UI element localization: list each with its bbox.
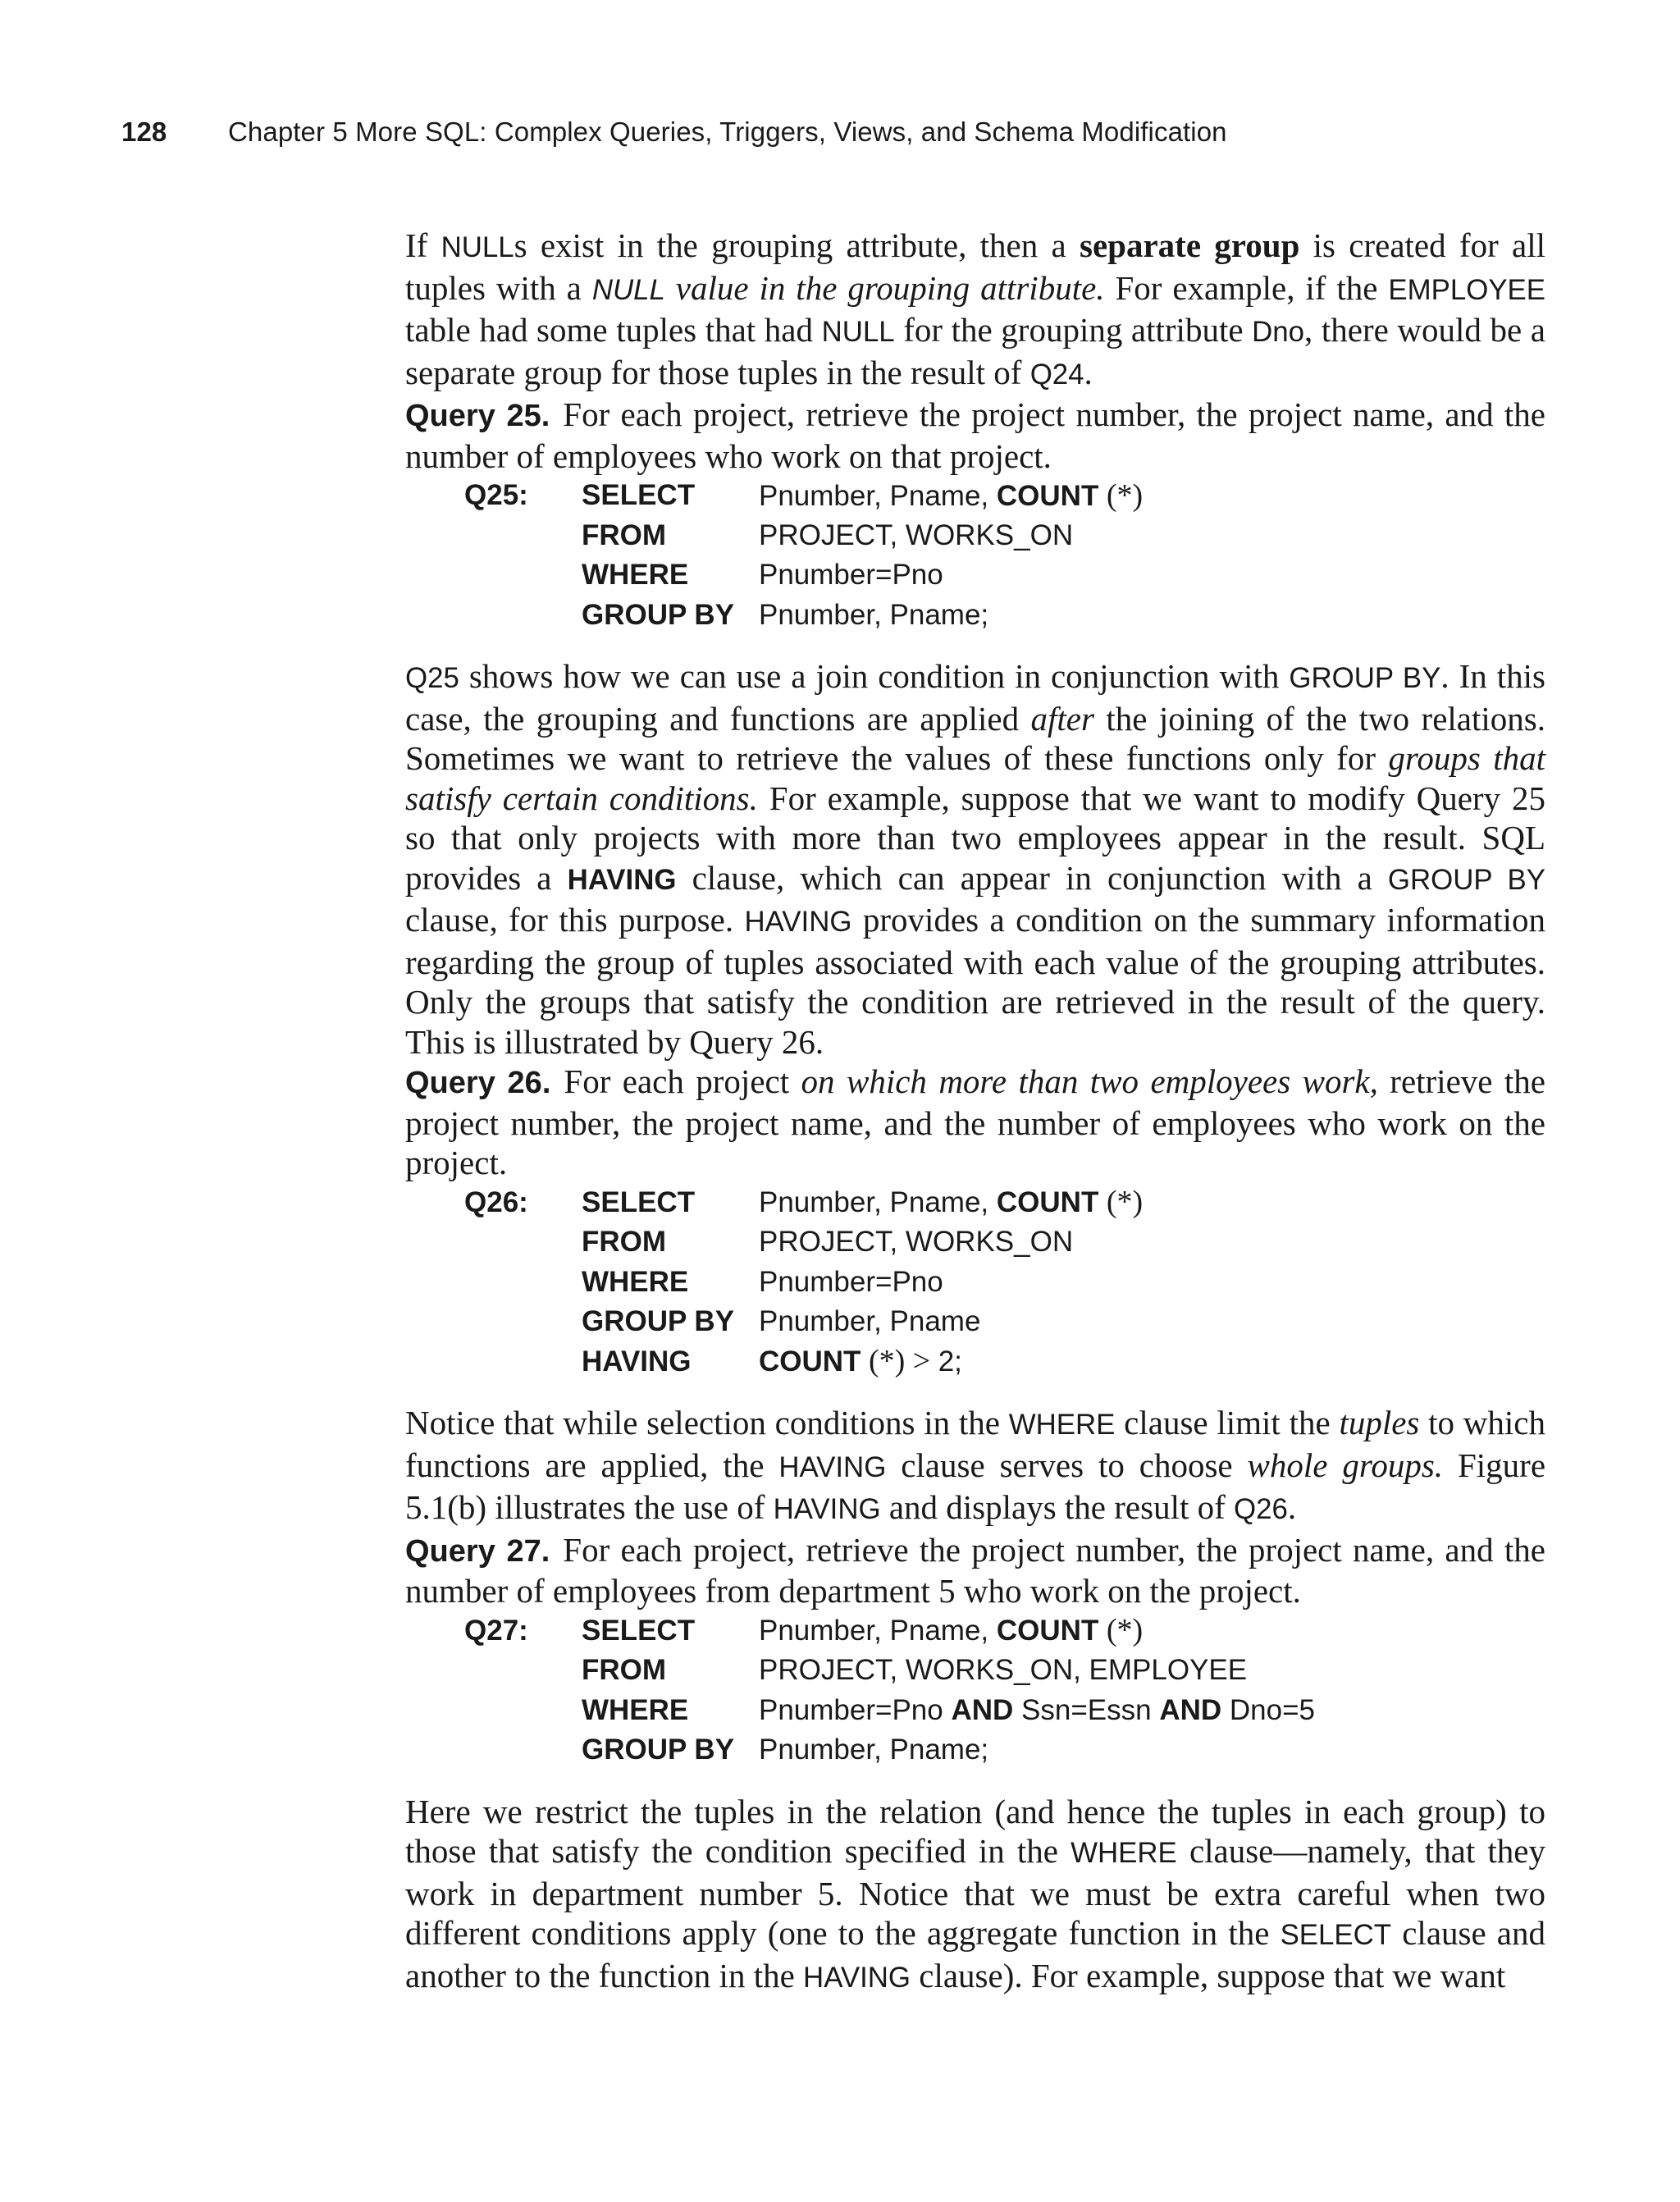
sql-block-q26 [464, 1183, 1545, 1382]
bold-term: separate group [1080, 226, 1300, 264]
sql-row: WHERE Pnumber=Pno AND Ssn=Essn AND Dno=5 [582, 1693, 1315, 1726]
sql-row: WHERE Pnumber=Pno [582, 559, 943, 591]
sql-row: FROM PROJECT, WORKS_ON [582, 1226, 1074, 1258]
page-number: 128 [121, 116, 167, 147]
sql-row: WHERE Pnumber=Pno [582, 1265, 943, 1298]
query-25-statement: Query 25. For each project, retrieve the project number, the project name, and the number of employees who work on that project. [405, 395, 1546, 475]
query-27-statement: Query 27. For each project, retrieve the project number, the project name, and the number of employees from department 5 who work on the project. [405, 1530, 1546, 1610]
running-header [121, 116, 1227, 148]
sql-row: GROUP BY Pnumber, Pname; [582, 1734, 989, 1766]
sql-row: Q27: SELECT Pnumber, Pname, COUNT (*) [464, 1613, 1144, 1647]
query-label: Query 26. [405, 1066, 551, 1100]
sql-block-q27 [464, 1611, 1545, 1770]
sql-row: Q25: SELECT Pnumber, Pname, COUNT (*) [464, 477, 1144, 513]
paragraph-where-vs-having: Notice that while selection conditions in the WHERE clause limit the tuples to which functions are applied, the HAVING clause serves to choose whole groups. Figure 5.1(b) illustrates the use of HAVING and displays the result of Q26. [405, 1404, 1546, 1526]
paragraph-null-groups: If NULLs exist in the grouping attribute, then a separate group is created for all tuples with a NULL value in the grouping attribute. For example, if the EMPLOYEE table had some tuples that had NULL for the grouping attribute Dno, there would be a separate group for those tuples in the result of Q24. [405, 226, 1546, 391]
page-body [405, 226, 1545, 1998]
sql-row: GROUP BY Pnumber, Pname; [582, 598, 989, 631]
sql-row: Q26: SELECT Pnumber, Pname, COUNT (*) [464, 1185, 1144, 1219]
query-label: Query 27. [405, 1533, 550, 1569]
query-label: Query 25. [405, 399, 550, 433]
running-title: Chapter 5 More SQL: Complex Queries, Triggers, Views, and Schema Modification [228, 116, 1227, 147]
paragraph-having-intro: Q25 shows how we can use a join condition in conjunction with GROUP BY. In this case, the grouping and functions are applied after the joining of the two relations. Sometimes we want to retrieve the values of these functions only for groups that satisfy certain conditions. For example, suppose that we want to modify Query 25 so that only projects with more than two employees appear in the result. SQL provides a HAVING clause, which can appear in conjunction with a GROUP BY clause, for this purpose. HAVING provides a condition on the summary information regarding the group of tuples associated with each value of the grouping attributes. Only the groups that satisfy the condition are retrieved in the result of the query. This is illustrated by Query 26. [405, 657, 1546, 1061]
sql-row: GROUP BY Pnumber, Pname [582, 1305, 981, 1337]
sql-row: HAVING COUNT (*) > 2; [582, 1344, 962, 1378]
sql-row: FROM PROJECT, WORKS_ON [582, 519, 1074, 551]
query-26-statement: Query 26. For each project on which more than two employees work, retrieve the project number, the project name, and the number of employees who work on the project. [405, 1062, 1545, 1181]
paragraph-restrict-tuples: Here we restrict the tuples in the relation (and hence the tuples in each group) to those that satisfy the condition specified in the WHERE clause—namely, that they work in department number 5. Notice that we must be extra careful when two different conditions apply (one to the aggregate function in the SELECT clause and another to the function in the HAVING clause). For example, suppose that we want [405, 1792, 1546, 1994]
sql-row: FROM PROJECT, WORKS_ON, EMPLOYEE [582, 1654, 1248, 1686]
sql-block-q25 [464, 476, 1545, 635]
